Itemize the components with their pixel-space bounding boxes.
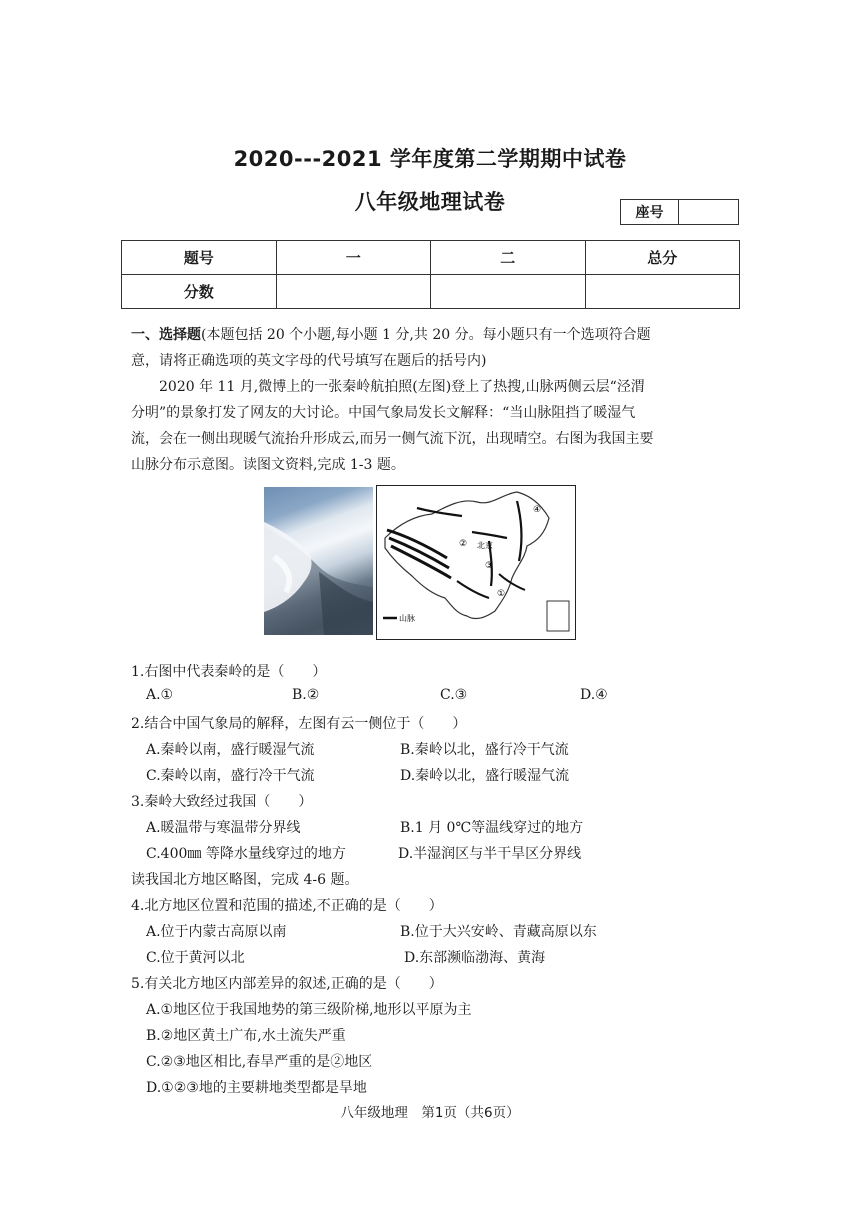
seat-number-field[interactable] [679,200,738,224]
question-option[interactable]: A.①地区位于我国地势的第三级阶梯,地形以平原为主 [146,1002,472,1018]
question-option[interactable]: B.1 月 0℃等温线穿过的地方 [400,820,584,836]
question-stem: 1.右图中代表秦岭的是（ ） [131,664,327,680]
cloud-mountain-image [264,487,373,635]
map-marker-1: ① [497,589,506,599]
map-marker-4: ④ [533,505,542,515]
section-heading: 一、选择题 [131,327,201,343]
score-cell[interactable] [585,275,740,309]
score-header-cell: 题号 [122,241,277,275]
score-table-score-row [122,275,740,309]
question-option[interactable]: D.东部濒临渤海、黄海 [404,950,546,966]
seat-number-label: 座号 [621,200,679,224]
question-option[interactable]: A.位于内蒙古高原以南 [146,924,287,940]
question-option[interactable]: A.① [146,687,174,703]
question-option[interactable]: D.秦岭以北，盛行暖湿气流 [400,768,570,784]
question-option[interactable]: B.② [292,687,320,703]
exam-title: 2020---2021 学年度第二学期期中试卷 [233,147,627,171]
passage-line: 山脉分布示意图。读图文资料,完成 1-3 题。 [131,457,405,473]
section-instructions [131,322,731,374]
question-stem: 5.有关北方地区内部差异的叙述,正确的是（ ） [131,976,443,992]
question-option[interactable]: D.①②③地的主要耕地类型都是旱地 [146,1080,367,1096]
score-header-cell: 一 [276,241,431,275]
exam-subtitle: 八年级地理试卷 [354,190,506,214]
score-header-cell: 总分 [585,241,740,275]
question-option[interactable]: C.秦岭以南，盛行冷干气流 [146,768,315,784]
question-option[interactable]: A.秦岭以南，盛行暖湿气流 [146,742,315,758]
question-option[interactable]: B.②地区黄土广布,水土流失严重 [146,1028,346,1044]
question-option[interactable]: D.半湿润区与半干旱区分界线 [398,846,582,862]
map-label-beijing: 北京 [477,541,493,550]
section-instruction-line: 意，请将正确选项的英文字母的代号填写在题后的括号内) [131,353,487,369]
question-stem: 3.秦岭大致经过我国（ ） [131,794,313,810]
map-marker-2: ② [459,539,468,549]
question-option[interactable]: B.秦岭以北，盛行冷干气流 [400,742,569,758]
score-table-header-row [122,241,740,275]
page-footer: 八年级地理 第1页（共6页） [340,1105,520,1121]
map-marker-3: ③ [485,561,494,571]
passage-line: 分明”的景象打发了网友的大讨论。中国气象局发长文解释：“当山脉阻挡了暖湿气 [131,405,636,421]
section-instruction-line: (本题包括 20 个小题,每小题 1 分,共 20 分。每小题只有一个选项符合题 [201,327,651,343]
score-cell[interactable] [431,275,586,309]
read-instruction: 读我国北方地区略图，完成 4-6 题。 [131,872,359,888]
question-option[interactable]: C.③ [440,687,468,703]
score-table [121,240,740,309]
passage-line: 流，会在一侧出现暖气流抬升形成云,而另一侧气流下沉，出现晴空。右图为我国主要 [131,431,654,447]
qinling-aerial-photo [264,487,373,635]
question-stem: 2.结合中国气象局的解释，左图有云一侧位于（ ） [131,716,467,732]
score-cell[interactable] [276,275,431,309]
passage-line: 2020 年 11 月,微博上的一张秦岭航拍照(左图)登上了热搜,山脉两侧云层“泾渭 [159,379,645,395]
seat-number-box [620,199,739,225]
question-option[interactable]: C.②③地区相比,春旱严重的是②地区 [146,1054,373,1070]
question-option[interactable]: C.位于黄河以北 [146,950,245,966]
question-option[interactable]: A.暖温带与寒温带分界线 [146,820,301,836]
question-option[interactable]: D.④ [580,687,608,703]
map-legend-label: 山脉 [399,614,415,623]
china-outline-map [377,486,575,639]
china-mountain-map [376,485,576,640]
reading-passage [131,374,731,478]
score-row-label: 分数 [122,275,277,309]
question-stem: 4.北方地区位置和范围的描述,不正确的是（ ） [131,898,443,914]
question-option[interactable]: C.400㎜ 等降水量线穿过的地方 [146,846,346,862]
score-header-cell: 二 [431,241,586,275]
question-option[interactable]: B.位于大兴安岭、青藏高原以东 [400,924,597,940]
